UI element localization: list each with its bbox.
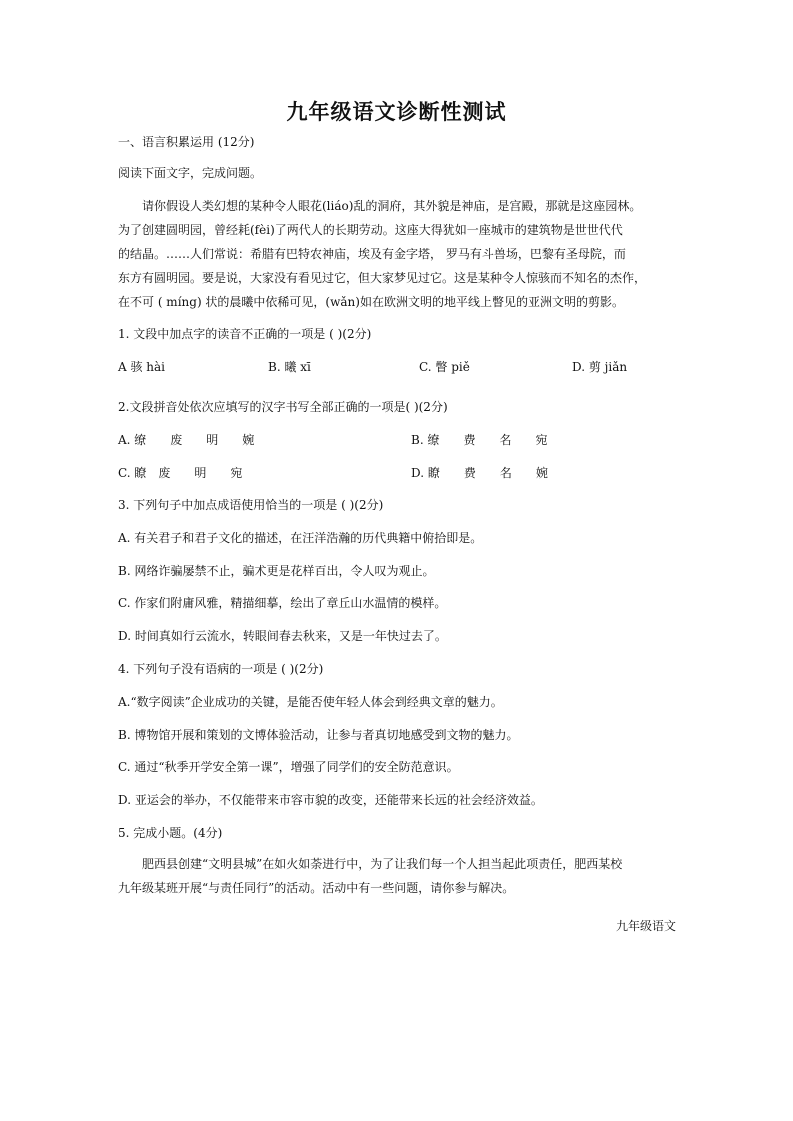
- question-2-option-a: A. 缭 废 明 婉: [118, 433, 255, 447]
- passage-line: 请你假设人类幻想的某种令人眼花(liáo)乱的洞府，其外貌是神庙，是宫殿，那就是这座园林。: [118, 199, 642, 213]
- question-1-option-d: D. 剪 jiǎn: [572, 360, 628, 374]
- question-1-option-b: B. 曦 xī: [268, 360, 311, 374]
- question-1-option-c: C. 瞥 piě: [419, 360, 470, 374]
- passage-line: 的结晶。……人们常说：希腊有巴特农神庙，埃及有金字塔， 罗马有斗兽场，巴黎有圣母院，而: [118, 247, 626, 261]
- question-4-option-a: A.“数字阅读”企业成功的关键，是能否使年轻人体会到经典文章的魅力。: [118, 695, 503, 709]
- question-5-body-line: 肥西县创建“文明县城”在如火如荼进行中，为了让我们每一个人担当起此项责任，肥西某校: [118, 857, 623, 871]
- question-3-stem: 3. 下列句子中加点成语使用恰当的一项是 ( )(2分): [118, 498, 384, 512]
- page-title: 九年级语文诊断性测试: [286, 99, 507, 124]
- question-5-stem: 5. 完成小题。(4分): [118, 826, 223, 840]
- question-1-option-a: A 骇 hài: [118, 360, 166, 374]
- question-4-stem: 4. 下列句子没有语病的一项是 ( )(2分): [118, 662, 324, 676]
- section-heading: 一、语言积累运用 (12分): [118, 135, 255, 149]
- question-3-option-b: B. 网络诈骗屡禁不止，骗术更是花样百出，令人叹为观止。: [118, 564, 435, 578]
- question-3-option-d: D. 时间真如行云流水，转眼间春去秋来，又是一年快过去了。: [118, 629, 447, 643]
- question-3-option-a: A. 有关君子和君子文化的描述，在汪洋浩瀚的历代典籍中俯拾即是。: [118, 531, 483, 545]
- question-1-stem: 1. 文段中加点字的读音不正确的一项是 ( )(2分): [118, 327, 372, 341]
- question-2-option-c: C. 瞭 废 明 宛: [118, 466, 243, 480]
- instruction-text: 阅读下面文字，完成问题。: [118, 166, 263, 180]
- question-4-option-b: B. 博物馆开展和策划的文博体验活动，让参与者真切地感受到文物的魅力。: [118, 728, 519, 742]
- passage-line: 为了创建圆明园，曾经耗(fèi)了两代人的长期劳动。这座大得犹如一座城市的建筑物是世世代代: [118, 223, 623, 237]
- question-4-option-c: C. 通过“秋季开学安全第一课”，增强了同学们的安全防范意识。: [118, 760, 459, 774]
- question-3-option-c: C. 作家们附庸风雅，精描细摹，绘出了章丘山水温情的模样。: [118, 596, 447, 610]
- passage-line: 在不可 ( míng) 状的晨曦中依稀可见，(wǎn)如在欧洲文明的地平线上瞥见的亚洲文明的剪影。: [118, 295, 624, 309]
- question-4-option-d: D. 亚运会的举办，不仅能带来市容市貌的改变，还能带来长远的社会经济效益。: [118, 793, 543, 807]
- question-2-stem: 2.文段拼音处依次应填写的汉字书写全部正确的一项是( )(2分): [118, 400, 448, 414]
- page-footer: 九年级语文: [615, 919, 676, 933]
- question-5-body-line: 九年级某班开展“与责任同行”的活动。活动中有一些问题，请你参与解决。: [118, 881, 515, 895]
- passage-line: 东方有圆明园。要是说，大家没有看见过它，但大家梦见过它。这是某种令人惊骇而不知名的杰作，: [118, 271, 647, 285]
- question-2-option-d: D. 瞭 费 名 婉: [411, 466, 548, 480]
- question-2-option-b: B. 缭 费 名 宛: [411, 433, 548, 447]
